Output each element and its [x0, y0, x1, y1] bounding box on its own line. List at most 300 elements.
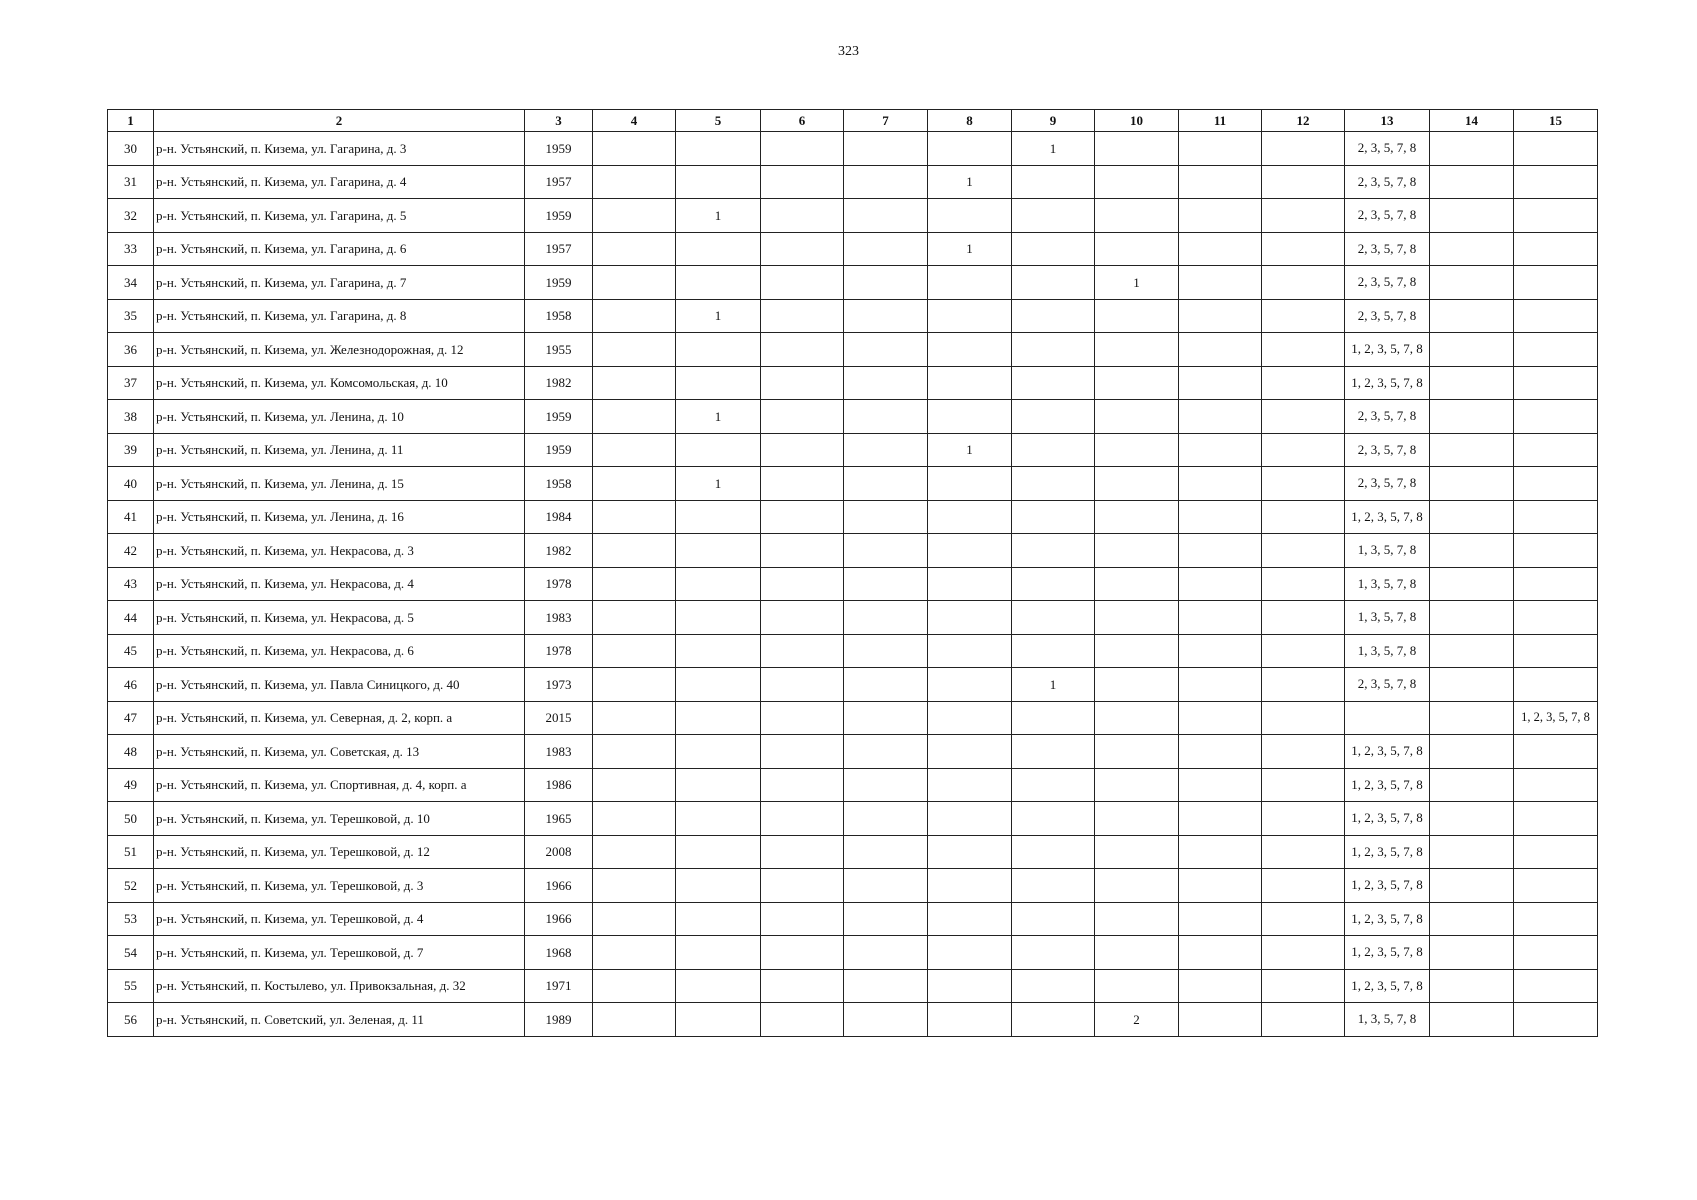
- year-cell: 1978: [525, 634, 593, 668]
- column-13-cell: 2, 3, 5, 7, 8: [1345, 165, 1430, 199]
- column-8-cell: [928, 299, 1012, 333]
- column-13-cell: 1, 3, 5, 7, 8: [1345, 534, 1430, 568]
- column-header-9: 9: [1012, 110, 1095, 132]
- column-15-cell: [1514, 802, 1598, 836]
- column-12-cell: [1262, 199, 1345, 233]
- column-14-cell: [1430, 433, 1514, 467]
- row-number-cell: 40: [108, 467, 154, 501]
- column-9-cell: [1012, 768, 1095, 802]
- table-row: [108, 768, 1598, 802]
- column-4-cell: [593, 802, 676, 836]
- column-9-cell: [1012, 701, 1095, 735]
- table-row: [108, 601, 1598, 635]
- column-10-cell: [1095, 969, 1179, 1003]
- column-5-cell: [676, 433, 761, 467]
- column-5-cell: [676, 768, 761, 802]
- column-12-cell: [1262, 366, 1345, 400]
- column-5-cell: [676, 936, 761, 970]
- column-9-cell: [1012, 500, 1095, 534]
- column-8-cell: [928, 802, 1012, 836]
- year-cell: 1965: [525, 802, 593, 836]
- column-14-cell: [1430, 467, 1514, 501]
- column-15-cell: [1514, 366, 1598, 400]
- table-row: [108, 433, 1598, 467]
- column-9-cell: [1012, 902, 1095, 936]
- column-12-cell: [1262, 936, 1345, 970]
- column-11-cell: [1179, 366, 1262, 400]
- column-11-cell: [1179, 567, 1262, 601]
- column-11-cell: [1179, 969, 1262, 1003]
- column-14-cell: [1430, 333, 1514, 367]
- column-12-cell: [1262, 534, 1345, 568]
- column-6-cell: [761, 735, 844, 769]
- column-11-cell: [1179, 735, 1262, 769]
- column-6-cell: [761, 400, 844, 434]
- address-cell: р-н. Устьянский, п. Кизема, ул. Комсомольская, д. 10: [154, 366, 525, 400]
- column-6-cell: [761, 467, 844, 501]
- column-15-cell: [1514, 835, 1598, 869]
- column-11-cell: [1179, 1003, 1262, 1037]
- column-15-cell: [1514, 668, 1598, 702]
- column-11-cell: [1179, 668, 1262, 702]
- table-row: [108, 701, 1598, 735]
- column-9-cell: [1012, 969, 1095, 1003]
- address-cell: р-н. Устьянский, п. Кизема, ул. Некрасова, д. 3: [154, 534, 525, 568]
- column-10-cell: [1095, 902, 1179, 936]
- column-10-cell: 2: [1095, 1003, 1179, 1037]
- column-10-cell: 1: [1095, 266, 1179, 300]
- housing-registry-table: [107, 109, 1598, 1037]
- year-cell: 1983: [525, 601, 593, 635]
- column-12-cell: [1262, 500, 1345, 534]
- column-4-cell: [593, 199, 676, 233]
- column-15-cell: [1514, 768, 1598, 802]
- column-13-cell: 1, 3, 5, 7, 8: [1345, 634, 1430, 668]
- column-6-cell: [761, 567, 844, 601]
- year-cell: 1957: [525, 165, 593, 199]
- column-13-cell: 2, 3, 5, 7, 8: [1345, 132, 1430, 166]
- column-10-cell: [1095, 634, 1179, 668]
- column-8-cell: [928, 333, 1012, 367]
- address-cell: р-н. Устьянский, п. Кизема, ул. Павла Синицкого, д. 40: [154, 668, 525, 702]
- row-number-cell: 49: [108, 768, 154, 802]
- column-14-cell: [1430, 634, 1514, 668]
- column-11-cell: [1179, 165, 1262, 199]
- table-row: [108, 835, 1598, 869]
- column-8-cell: [928, 668, 1012, 702]
- column-13-cell: 1, 2, 3, 5, 7, 8: [1345, 768, 1430, 802]
- column-11-cell: [1179, 467, 1262, 501]
- column-12-cell: [1262, 400, 1345, 434]
- table-row: [108, 567, 1598, 601]
- column-6-cell: [761, 132, 844, 166]
- table-row: [108, 869, 1598, 903]
- column-14-cell: [1430, 969, 1514, 1003]
- column-7-cell: [844, 165, 928, 199]
- column-14-cell: [1430, 567, 1514, 601]
- column-header-10: 10: [1095, 110, 1179, 132]
- column-13-cell: 1, 2, 3, 5, 7, 8: [1345, 969, 1430, 1003]
- row-number-cell: 30: [108, 132, 154, 166]
- column-12-cell: [1262, 433, 1345, 467]
- column-8-cell: [928, 266, 1012, 300]
- column-6-cell: [761, 366, 844, 400]
- column-11-cell: [1179, 333, 1262, 367]
- year-cell: 1968: [525, 936, 593, 970]
- table-row: [108, 366, 1598, 400]
- column-14-cell: [1430, 165, 1514, 199]
- column-5-cell: [676, 366, 761, 400]
- column-13-cell: 1, 3, 5, 7, 8: [1345, 601, 1430, 635]
- column-13-cell: 1, 2, 3, 5, 7, 8: [1345, 735, 1430, 769]
- column-13-cell: 2, 3, 5, 7, 8: [1345, 400, 1430, 434]
- column-5-cell: [676, 1003, 761, 1037]
- year-cell: 1971: [525, 969, 593, 1003]
- column-6-cell: [761, 869, 844, 903]
- column-9-cell: [1012, 165, 1095, 199]
- page-number: 323: [838, 44, 859, 59]
- column-13-cell: 2, 3, 5, 7, 8: [1345, 433, 1430, 467]
- address-cell: р-н. Устьянский, п. Кизема, ул. Ленина, д. 10: [154, 400, 525, 434]
- row-number-cell: 45: [108, 634, 154, 668]
- table-row: [108, 165, 1598, 199]
- column-header-15: 15: [1514, 110, 1598, 132]
- row-number-cell: 31: [108, 165, 154, 199]
- column-12-cell: [1262, 634, 1345, 668]
- column-12-cell: [1262, 232, 1345, 266]
- address-cell: р-н. Устьянский, п. Кизема, ул. Ленина, д. 16: [154, 500, 525, 534]
- year-cell: 1982: [525, 366, 593, 400]
- column-5-cell: [676, 500, 761, 534]
- column-8-cell: [928, 701, 1012, 735]
- column-14-cell: [1430, 902, 1514, 936]
- column-8-cell: [928, 936, 1012, 970]
- column-13-cell: 1, 2, 3, 5, 7, 8: [1345, 802, 1430, 836]
- column-4-cell: [593, 534, 676, 568]
- column-8-cell: [928, 735, 1012, 769]
- column-header-5: 5: [676, 110, 761, 132]
- column-12-cell: [1262, 165, 1345, 199]
- column-12-cell: [1262, 768, 1345, 802]
- year-cell: 1959: [525, 266, 593, 300]
- year-cell: 1982: [525, 534, 593, 568]
- row-number-cell: 38: [108, 400, 154, 434]
- column-15-cell: [1514, 500, 1598, 534]
- column-13-cell: 1, 2, 3, 5, 7, 8: [1345, 500, 1430, 534]
- column-15-cell: [1514, 333, 1598, 367]
- year-cell: 2008: [525, 835, 593, 869]
- column-8-cell: [928, 902, 1012, 936]
- column-header-12: 12: [1262, 110, 1345, 132]
- address-cell: р-н. Устьянский, п. Кизема, ул. Ленина, д. 15: [154, 467, 525, 501]
- column-7-cell: [844, 366, 928, 400]
- column-10-cell: [1095, 802, 1179, 836]
- column-8-cell: [928, 1003, 1012, 1037]
- column-5-cell: [676, 835, 761, 869]
- column-14-cell: [1430, 668, 1514, 702]
- column-12-cell: [1262, 266, 1345, 300]
- column-7-cell: [844, 668, 928, 702]
- row-number-cell: 56: [108, 1003, 154, 1037]
- column-header-7: 7: [844, 110, 928, 132]
- address-cell: р-н. Устьянский, п. Кизема, ул. Терешковой, д. 4: [154, 902, 525, 936]
- column-header-14: 14: [1430, 110, 1514, 132]
- column-14-cell: [1430, 768, 1514, 802]
- table-row: [108, 735, 1598, 769]
- column-12-cell: [1262, 567, 1345, 601]
- column-10-cell: [1095, 668, 1179, 702]
- column-10-cell: [1095, 701, 1179, 735]
- column-7-cell: [844, 199, 928, 233]
- column-6-cell: [761, 299, 844, 333]
- column-10-cell: [1095, 567, 1179, 601]
- column-9-cell: [1012, 936, 1095, 970]
- column-4-cell: [593, 835, 676, 869]
- column-10-cell: [1095, 534, 1179, 568]
- column-4-cell: [593, 902, 676, 936]
- address-cell: р-н. Устьянский, п. Кизема, ул. Спортивная, д. 4, корп. а: [154, 768, 525, 802]
- column-6-cell: [761, 768, 844, 802]
- column-15-cell: [1514, 534, 1598, 568]
- column-9-cell: [1012, 266, 1095, 300]
- column-11-cell: [1179, 433, 1262, 467]
- year-cell: 1958: [525, 299, 593, 333]
- column-13-cell: 2, 3, 5, 7, 8: [1345, 299, 1430, 333]
- column-4-cell: [593, 735, 676, 769]
- column-4-cell: [593, 601, 676, 635]
- column-12-cell: [1262, 467, 1345, 501]
- column-4-cell: [593, 1003, 676, 1037]
- column-12-cell: [1262, 132, 1345, 166]
- column-7-cell: [844, 400, 928, 434]
- column-4-cell: [593, 567, 676, 601]
- column-9-cell: 1: [1012, 668, 1095, 702]
- column-15-cell: [1514, 467, 1598, 501]
- column-4-cell: [593, 969, 676, 1003]
- column-10-cell: [1095, 132, 1179, 166]
- column-14-cell: [1430, 400, 1514, 434]
- column-6-cell: [761, 266, 844, 300]
- column-14-cell: [1430, 232, 1514, 266]
- table-row: [108, 333, 1598, 367]
- column-12-cell: [1262, 802, 1345, 836]
- column-5-cell: [676, 333, 761, 367]
- column-4-cell: [593, 668, 676, 702]
- column-15-cell: [1514, 1003, 1598, 1037]
- column-5-cell: [676, 132, 761, 166]
- column-header-4: 4: [593, 110, 676, 132]
- address-cell: р-н. Устьянский, п. Кизема, ул. Терешковой, д. 12: [154, 835, 525, 869]
- column-7-cell: [844, 735, 928, 769]
- row-number-cell: 44: [108, 601, 154, 635]
- column-5-cell: [676, 802, 761, 836]
- column-4-cell: [593, 701, 676, 735]
- column-9-cell: [1012, 299, 1095, 333]
- column-10-cell: [1095, 467, 1179, 501]
- table-row: [108, 936, 1598, 970]
- row-number-cell: 54: [108, 936, 154, 970]
- column-15-cell: 1, 2, 3, 5, 7, 8: [1514, 701, 1598, 735]
- year-cell: 1959: [525, 433, 593, 467]
- address-cell: р-н. Устьянский, п. Кизема, ул. Терешковой, д. 3: [154, 869, 525, 903]
- column-8-cell: [928, 869, 1012, 903]
- column-15-cell: [1514, 936, 1598, 970]
- table-row: [108, 969, 1598, 1003]
- table-row: [108, 199, 1598, 233]
- column-7-cell: [844, 132, 928, 166]
- row-number-cell: 53: [108, 902, 154, 936]
- column-11-cell: [1179, 534, 1262, 568]
- column-4-cell: [593, 400, 676, 434]
- column-7-cell: [844, 467, 928, 501]
- column-7-cell: [844, 433, 928, 467]
- column-9-cell: [1012, 232, 1095, 266]
- row-number-cell: 42: [108, 534, 154, 568]
- row-number-cell: 32: [108, 199, 154, 233]
- column-12-cell: [1262, 333, 1345, 367]
- column-10-cell: [1095, 199, 1179, 233]
- column-15-cell: [1514, 634, 1598, 668]
- column-10-cell: [1095, 400, 1179, 434]
- column-5-cell: [676, 601, 761, 635]
- column-15-cell: [1514, 601, 1598, 635]
- column-6-cell: [761, 802, 844, 836]
- column-8-cell: [928, 567, 1012, 601]
- column-10-cell: [1095, 835, 1179, 869]
- row-number-cell: 47: [108, 701, 154, 735]
- column-5-cell: [676, 232, 761, 266]
- column-12-cell: [1262, 902, 1345, 936]
- column-7-cell: [844, 1003, 928, 1037]
- column-11-cell: [1179, 634, 1262, 668]
- column-7-cell: [844, 634, 928, 668]
- table-row: [108, 299, 1598, 333]
- column-6-cell: [761, 433, 844, 467]
- column-header-3: 3: [525, 110, 593, 132]
- address-cell: р-н. Устьянский, п. Кизема, ул. Гагарина, д. 7: [154, 266, 525, 300]
- address-cell: р-н. Устьянский, п. Советский, ул. Зеленая, д. 11: [154, 1003, 525, 1037]
- column-10-cell: [1095, 366, 1179, 400]
- column-13-cell: 1, 2, 3, 5, 7, 8: [1345, 936, 1430, 970]
- column-10-cell: [1095, 232, 1179, 266]
- column-5-cell: [676, 902, 761, 936]
- year-cell: 1986: [525, 768, 593, 802]
- column-15-cell: [1514, 735, 1598, 769]
- column-5-cell: [676, 534, 761, 568]
- column-12-cell: [1262, 969, 1345, 1003]
- column-8-cell: [928, 534, 1012, 568]
- column-10-cell: [1095, 601, 1179, 635]
- column-13-cell: 1, 2, 3, 5, 7, 8: [1345, 835, 1430, 869]
- column-9-cell: [1012, 634, 1095, 668]
- column-5-cell: [676, 165, 761, 199]
- column-11-cell: [1179, 701, 1262, 735]
- row-number-cell: 48: [108, 735, 154, 769]
- column-9-cell: [1012, 601, 1095, 635]
- column-14-cell: [1430, 1003, 1514, 1037]
- column-14-cell: [1430, 199, 1514, 233]
- column-10-cell: [1095, 299, 1179, 333]
- column-7-cell: [844, 936, 928, 970]
- row-number-cell: 41: [108, 500, 154, 534]
- column-7-cell: [844, 902, 928, 936]
- column-6-cell: [761, 333, 844, 367]
- column-14-cell: [1430, 299, 1514, 333]
- column-5-cell: [676, 668, 761, 702]
- column-15-cell: [1514, 299, 1598, 333]
- column-9-cell: [1012, 400, 1095, 434]
- column-5-cell: [676, 969, 761, 1003]
- column-header-11: 11: [1179, 110, 1262, 132]
- address-cell: р-н. Устьянский, п. Кизема, ул. Терешковой, д. 10: [154, 802, 525, 836]
- column-10-cell: [1095, 735, 1179, 769]
- table-row: [108, 132, 1598, 166]
- column-9-cell: [1012, 433, 1095, 467]
- address-cell: р-н. Устьянский, п. Кизема, ул. Гагарина, д. 4: [154, 165, 525, 199]
- column-6-cell: [761, 165, 844, 199]
- address-cell: р-н. Устьянский, п. Кизема, ул. Советская, д. 13: [154, 735, 525, 769]
- row-number-cell: 37: [108, 366, 154, 400]
- year-cell: 1973: [525, 668, 593, 702]
- column-12-cell: [1262, 835, 1345, 869]
- row-number-cell: 52: [108, 869, 154, 903]
- column-6-cell: [761, 601, 844, 635]
- column-4-cell: [593, 165, 676, 199]
- column-10-cell: [1095, 165, 1179, 199]
- column-5-cell: [676, 735, 761, 769]
- column-6-cell: [761, 835, 844, 869]
- address-cell: р-н. Устьянский, п. Кизема, ул. Ленина, д. 11: [154, 433, 525, 467]
- column-header-6: 6: [761, 110, 844, 132]
- column-10-cell: [1095, 333, 1179, 367]
- column-8-cell: 1: [928, 232, 1012, 266]
- column-7-cell: [844, 534, 928, 568]
- column-15-cell: [1514, 266, 1598, 300]
- column-header-2: 2: [154, 110, 525, 132]
- year-cell: 1984: [525, 500, 593, 534]
- column-11-cell: [1179, 902, 1262, 936]
- column-4-cell: [593, 433, 676, 467]
- table-row: [108, 232, 1598, 266]
- column-6-cell: [761, 634, 844, 668]
- column-11-cell: [1179, 835, 1262, 869]
- column-header-13: 13: [1345, 110, 1430, 132]
- column-8-cell: [928, 199, 1012, 233]
- address-cell: р-н. Устьянский, п. Кизема, ул. Гагарина, д. 6: [154, 232, 525, 266]
- column-9-cell: [1012, 735, 1095, 769]
- column-6-cell: [761, 701, 844, 735]
- column-12-cell: [1262, 601, 1345, 635]
- table-row: [108, 634, 1598, 668]
- year-cell: 2015: [525, 701, 593, 735]
- year-cell: 1955: [525, 333, 593, 367]
- address-cell: р-н. Устьянский, п. Кизема, ул. Некрасова, д. 5: [154, 601, 525, 635]
- column-14-cell: [1430, 835, 1514, 869]
- column-9-cell: [1012, 366, 1095, 400]
- row-number-cell: 43: [108, 567, 154, 601]
- row-number-cell: 39: [108, 433, 154, 467]
- column-13-cell: 2, 3, 5, 7, 8: [1345, 467, 1430, 501]
- column-11-cell: [1179, 232, 1262, 266]
- column-6-cell: [761, 936, 844, 970]
- year-cell: 1983: [525, 735, 593, 769]
- table-body: [108, 132, 1598, 1037]
- column-9-cell: [1012, 199, 1095, 233]
- column-9-cell: [1012, 835, 1095, 869]
- column-7-cell: [844, 701, 928, 735]
- table-row: [108, 467, 1598, 501]
- column-8-cell: [928, 366, 1012, 400]
